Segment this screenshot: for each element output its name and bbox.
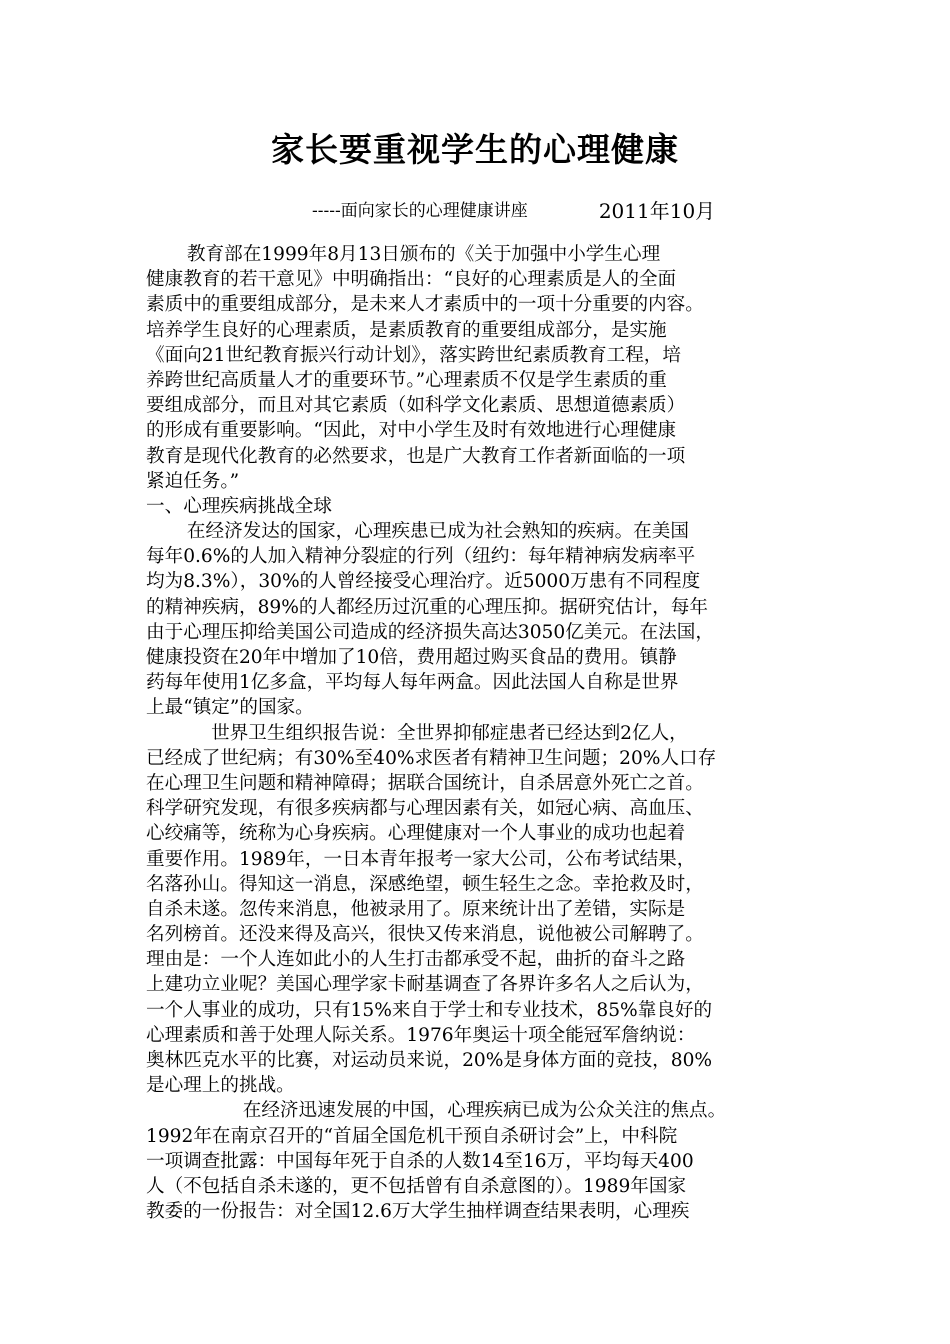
text-line: 健康教育的若干意见》中明确指出：“良好的心理素质是人的全面 — [146, 269, 677, 291]
text-line: 均为8.3%），30%的人曾经接受心理治疗。近5000万患有不同程度 — [146, 571, 701, 593]
text-line: 的精神疾病，89%的人都经历过沉重的心理压抑。据研究估计，每年 — [146, 596, 708, 618]
text-line: 1992年在南京召开的“首届全国危机干预自杀研讨会”上，中科院 — [146, 1125, 678, 1147]
text-line: 名列榜首。还没来得及高兴，很快又传来消息，说他被公司解聘了。 — [146, 924, 704, 946]
document-subtitle: -----面向家长的心理健康讲座 — [312, 201, 528, 221]
text-line: 培养学生良好的心理素质，是素质教育的重要组成部分，是实施 — [146, 319, 667, 341]
text-line: 的形成有重要影响。“因此，对中小学生及时有效地进行心理健康 — [146, 420, 677, 442]
document-date: 2011年10月 — [598, 199, 716, 223]
text-line: 心绞痛等，统称为心身疾病。心理健康对一个人事业的成功也起着 — [146, 823, 686, 845]
document-title: 家长要重视学生的心理健康 — [271, 130, 679, 169]
text-line: 在经济迅速发展的中国，心理疾病已成为公众关注的焦点。 — [242, 1100, 727, 1122]
text-line: 每年0.6%的人加入精神分裂症的行列（纽约：每年精神病发病率平 — [146, 546, 696, 568]
text-line: 自杀未遂。忽传来消息，他被录用了。原来统计出了差错，实际是 — [146, 898, 686, 920]
text-line: 重要作用。1989年，一日本青年报考一家大公司，公布考试结果， — [146, 848, 696, 870]
text-line: 理由是：一个人连如此小的人生打击都承受不起，曲折的奋斗之路 — [146, 949, 686, 971]
text-line: 已经成了世纪病；有30%至40%求医者有精神卫生问题；20%人口存 — [146, 747, 717, 769]
subtitle-row — [312, 197, 715, 225]
text-line: 教育部在1999年8月13日颁布的《关于加强中小学生心理 — [186, 244, 661, 265]
text-line: 名落孙山。得知这一消息，深感绝望，顿生轻生之念。幸抢救及时， — [146, 873, 704, 895]
text-line: 上最“镇定”的国家。 — [146, 697, 314, 719]
text-line: 科学研究发现，有很多疾病都与心理因素有关，如冠心病、高血压、 — [146, 798, 704, 820]
text-line: 心理素质和善于处理人际关系。1976年奥运十项全能冠军詹纳说： — [146, 1024, 696, 1046]
text-line: 是心理上的挑战。 — [146, 1075, 295, 1097]
text-line: 教育是现代化教育的必然要求，也是广大教育工作者新面临的一项 — [146, 445, 686, 467]
text-line: 健康投资在20年中增加了10倍，费用超过购买食品的费用。镇静 — [146, 647, 677, 668]
text-line: 奥林匹克水平的比赛，对运动员来说，20%是身体方面的竞技，80% — [146, 1050, 713, 1071]
text-line: 人（不包括自杀未遂的，更不包括曾有自杀意图的）。1989年国家 — [146, 1175, 687, 1197]
text-line: 一个人事业的成功，只有15%来自于学士和专业技术，85%靠良好的 — [146, 999, 713, 1021]
text-line: 养跨世纪高质量人才的重要环节。”心理素质不仅是学生素质的重 — [146, 369, 667, 391]
text-line: 上建功立业呢？美国心理学家卡耐基调查了各界许多名人之后认为， — [146, 974, 704, 996]
text-line: 素质中的重要组成部分，是未来人才素质中的一项十分重要的内容。 — [146, 294, 704, 316]
text-line: 在经济发达的国家，心理疾患已成为社会熟知的疾病。在美国 — [186, 521, 689, 543]
text-line: 药每年使用1亿多盒，平均每人每年两盒。因此法国人自称是世界 — [146, 672, 679, 694]
text-line: 要组成部分，而且对其它素质（如科学文化素质、思想道德素质） — [146, 395, 686, 417]
text-line: 一项调查批露：中国每年死于自杀的人数14至16万，平均每天400 — [146, 1150, 694, 1172]
text-line: 在心理卫生问题和精神障碍；据联合国统计，自杀居意外死亡之首。 — [146, 772, 704, 794]
document-body — [146, 242, 814, 1224]
text-line: 由于心理压抑给美国公司造成的经济损失高达3050亿美元。在法国， — [146, 621, 714, 643]
text-line: 一、心理疾病挑战全球 — [146, 495, 332, 517]
text-line: 紧迫任务。” — [146, 470, 240, 492]
text-line: 世界卫生组织报告说：全世界抑郁症患者已经达到2亿人， — [211, 722, 688, 744]
text-line: 《面向21世纪教育振兴行动计划》，落实跨世纪素质教育工程，培 — [146, 344, 681, 366]
text-line: 教委的一份报告：对全国12.6万大学生抽样调查结果表明，心理疾 — [146, 1201, 690, 1223]
